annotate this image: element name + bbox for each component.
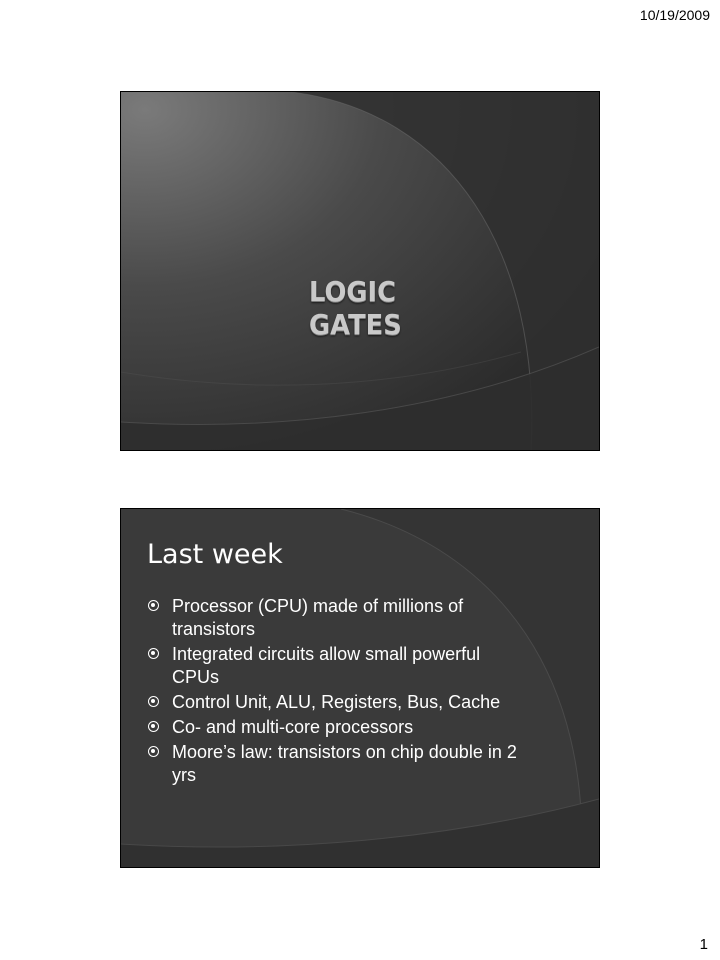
bullet-text: Integrated circuits allow small powerful CPUs bbox=[172, 644, 481, 687]
list-item bbox=[147, 716, 527, 739]
page-number: 1 bbox=[699, 936, 708, 953]
slide-title-text: LOGIC GATES bbox=[309, 275, 402, 341]
slide-heading: Last week bbox=[147, 539, 283, 570]
bullet-text: Processor (CPU) made of millions of transistors bbox=[172, 596, 464, 639]
page-date: 10/19/2009 bbox=[639, 7, 710, 23]
circle-bullet-icon bbox=[148, 600, 159, 611]
bullet-list bbox=[147, 595, 527, 789]
list-item bbox=[147, 595, 527, 641]
circle-bullet-icon bbox=[148, 746, 159, 757]
list-item bbox=[147, 691, 527, 714]
bullet-text: Control Unit, ALU, Registers, Bus, Cache bbox=[172, 692, 501, 712]
list-item bbox=[147, 741, 527, 787]
bullet-text: Co- and multi-core processors bbox=[172, 717, 414, 737]
circle-bullet-icon bbox=[148, 721, 159, 732]
slide-title[interactable] bbox=[120, 91, 600, 451]
list-item bbox=[147, 643, 527, 689]
slide-background bbox=[121, 92, 599, 450]
bullet-text: Moore’s law: transistors on chip double in 2 yrs bbox=[172, 742, 517, 785]
circle-bullet-icon bbox=[148, 648, 159, 659]
circle-bullet-icon bbox=[148, 696, 159, 707]
slide-last-week[interactable] bbox=[120, 508, 600, 868]
